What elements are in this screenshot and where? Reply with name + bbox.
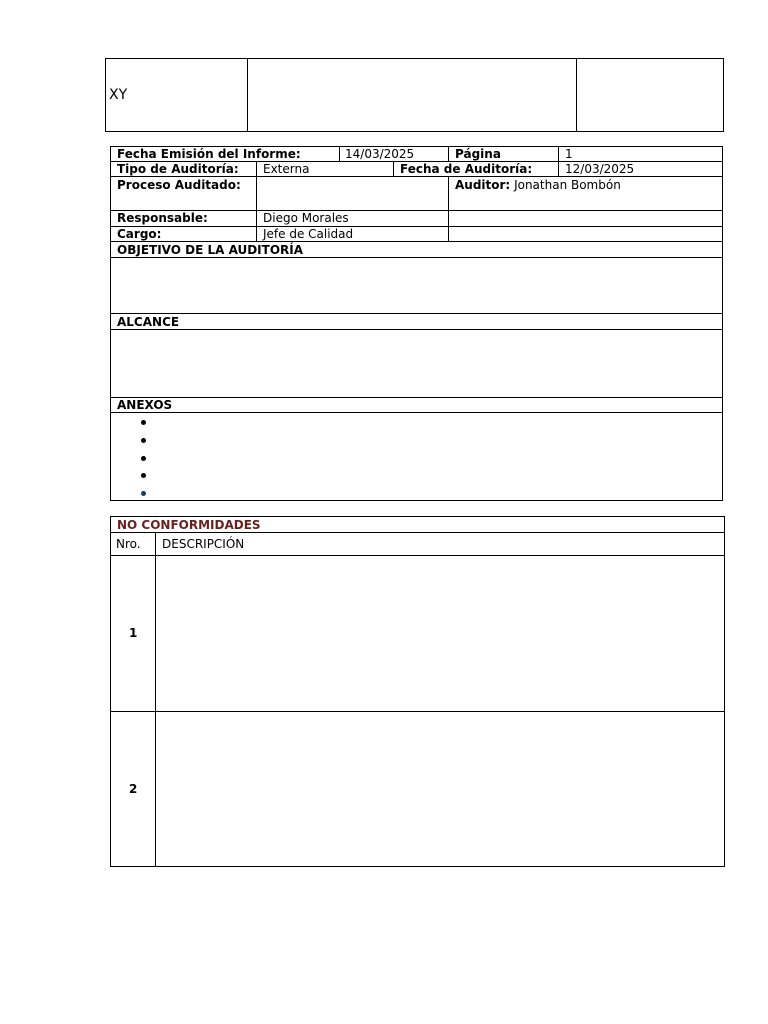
header-divider	[247, 58, 248, 132]
responsable-label: Responsable:	[117, 211, 208, 225]
anexo-bullet	[141, 473, 146, 478]
alcance-heading: ALCANCE	[117, 315, 180, 329]
table-line	[110, 241, 723, 242]
fecha-auditoria-value: 12/03/2025	[565, 162, 635, 176]
header-logo-text: XY	[109, 87, 128, 103]
proceso-auditado-label: Proceso Auditado:	[117, 178, 241, 192]
table-line	[448, 146, 449, 161]
nc-row-number: 2	[129, 782, 138, 796]
table-line	[339, 146, 340, 161]
table-line	[110, 500, 723, 501]
table-line	[110, 412, 723, 413]
no-conformidades-title: NO CONFORMIDADES	[117, 518, 261, 532]
table-line	[722, 146, 723, 501]
table-line	[724, 516, 725, 867]
table-line	[448, 176, 449, 241]
column-header-descripcion: DESCRIPCIÓN	[162, 537, 245, 551]
objetivo-heading: OBJETIVO DE LA AUDITORÍA	[117, 243, 304, 257]
table-line	[393, 161, 394, 176]
table-line	[110, 226, 723, 227]
header-divider	[576, 58, 577, 132]
table-line	[110, 532, 725, 533]
table-line	[155, 532, 156, 867]
pagina-value: 1	[565, 147, 573, 161]
table-line	[110, 313, 723, 314]
cargo-value: Jefe de Calidad	[263, 227, 354, 241]
anexo-bullet	[141, 491, 146, 496]
nc-row-number: 1	[129, 626, 138, 640]
table-line	[256, 161, 257, 241]
document-header	[105, 58, 724, 132]
table-line	[110, 555, 725, 556]
auditor-value: Jonathan Bombón	[514, 178, 621, 192]
table-line	[558, 146, 559, 176]
table-line	[110, 176, 723, 177]
fecha-auditoria-label: Fecha de Auditoría:	[400, 162, 533, 176]
auditor-field	[455, 178, 621, 192]
table-line	[110, 257, 723, 258]
auditor-label: Auditor:	[455, 178, 511, 192]
anexo-bullet	[141, 420, 146, 425]
anexos-heading: ANEXOS	[117, 398, 173, 412]
tipo-auditoria-value: Externa	[263, 162, 310, 176]
table-line	[110, 516, 725, 517]
table-line	[110, 516, 111, 867]
column-header-nro: Nro.	[116, 537, 141, 551]
responsable-value: Diego Morales	[263, 211, 349, 225]
table-line	[110, 329, 723, 330]
cargo-label: Cargo:	[117, 227, 162, 241]
pagina-label: Página	[455, 147, 501, 161]
table-line	[110, 397, 723, 398]
anexo-bullet	[141, 456, 146, 461]
anexo-bullet	[141, 438, 146, 443]
table-line	[110, 711, 725, 712]
fecha-emision-label: Fecha Emisión del Informe:	[117, 147, 301, 161]
table-line	[110, 866, 725, 867]
table-line	[110, 146, 111, 501]
tipo-auditoria-label: Tipo de Auditoría:	[117, 162, 239, 176]
fecha-emision-value: 14/03/2025	[345, 147, 415, 161]
